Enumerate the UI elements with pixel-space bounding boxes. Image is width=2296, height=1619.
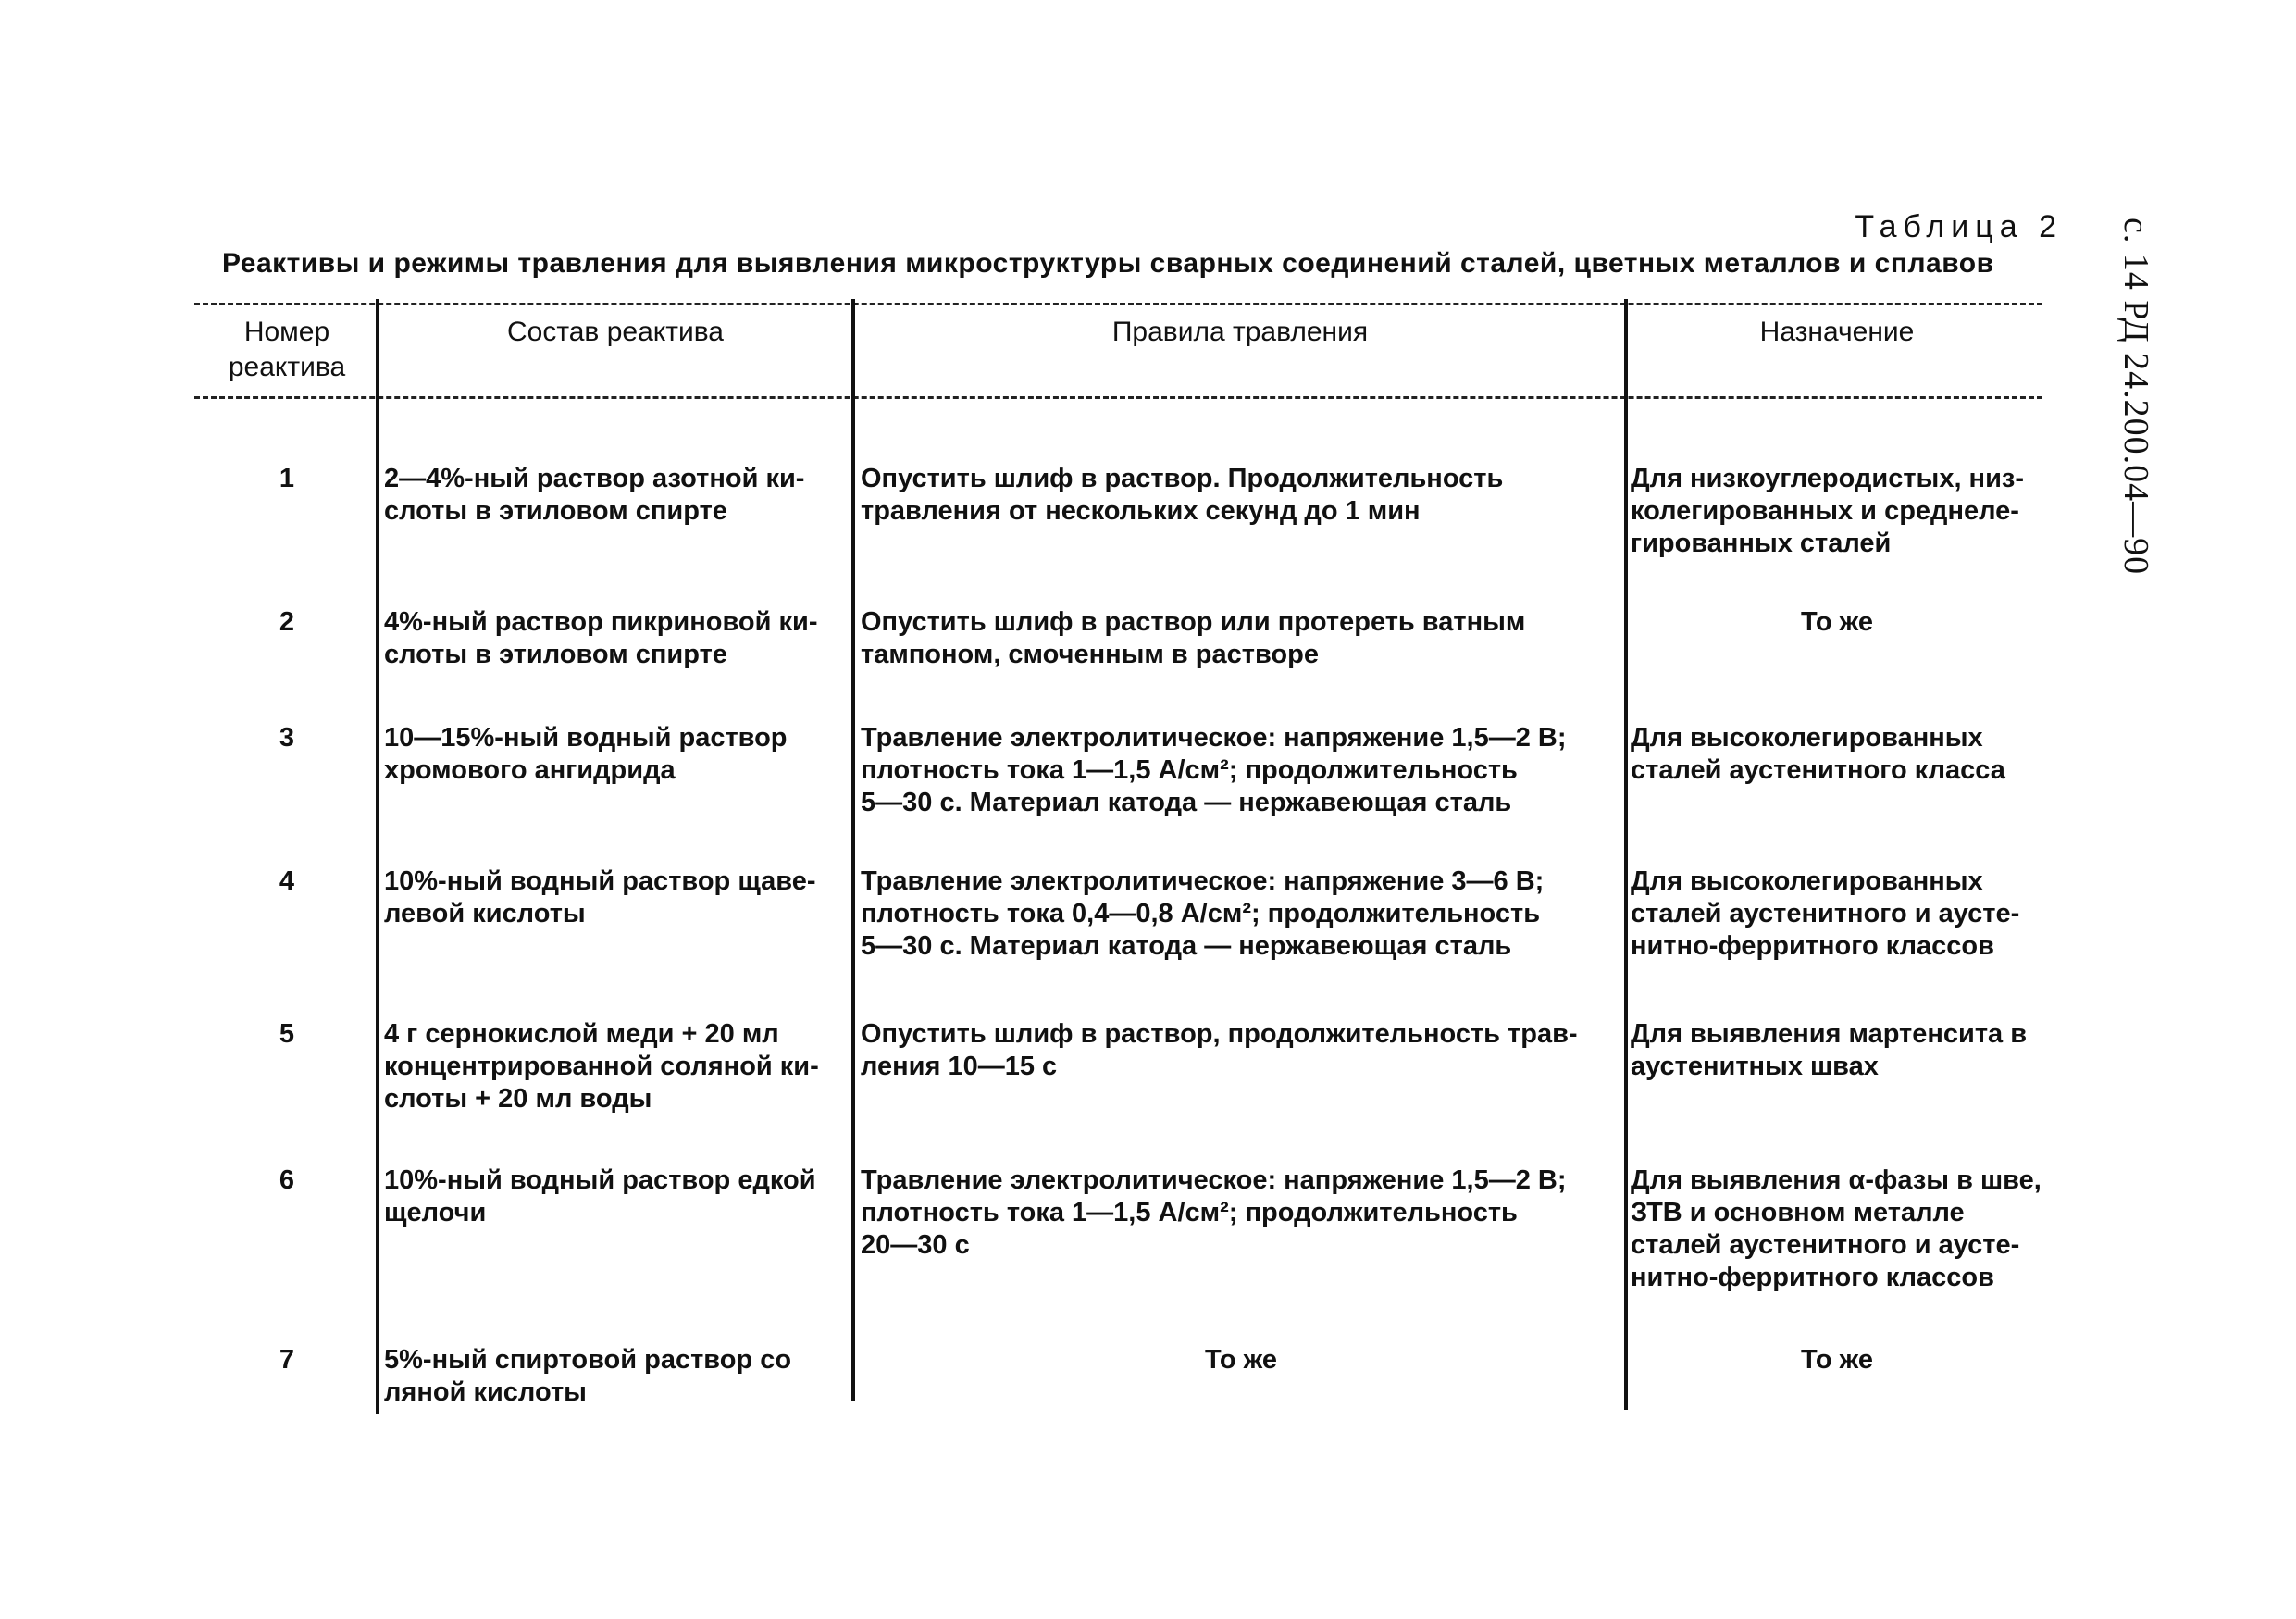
- row-rules-line: ления 10—15 с: [861, 1052, 1058, 1081]
- row-rules: [861, 722, 1621, 819]
- row-composition-line: 10—15%-ный водный раствор: [384, 723, 788, 753]
- table-label: Таблица 2: [1855, 209, 2063, 244]
- row-purpose-line: аустенитных швах: [1631, 1052, 1879, 1081]
- row-purpose-line: сталей аустенитного и аусте-: [1631, 1230, 2020, 1260]
- row-purpose: [1631, 866, 2043, 963]
- row-purpose-line: Для высоколегированных: [1631, 866, 1983, 896]
- row-rules: [861, 1018, 1621, 1083]
- header-composition: Состав реактива: [506, 317, 724, 347]
- row-rules: [861, 1344, 1621, 1376]
- row-composition-line: 10%-ный водный раствор щаве-: [384, 866, 816, 896]
- row-rules-line: 20—30 с: [861, 1230, 970, 1260]
- row-purpose-line: Для выявления α-фазы в шве,: [1631, 1165, 2042, 1195]
- row-rules-line: Опустить шлиф в раствор, продолжительность трав-: [861, 1019, 1578, 1049]
- row-rules-line: плотность тока 1—1,5 А/см²; продолжительность: [861, 755, 1518, 785]
- row-number: 7: [279, 1345, 295, 1375]
- row-composition: [384, 606, 851, 671]
- row-composition: [384, 1018, 851, 1115]
- row-rules-line: 5—30 с. Материал катода — нержавеющая сталь: [861, 788, 1512, 817]
- row-rules-line: Травление электролитическое: напряжение 1,5—2 В;: [861, 1165, 1567, 1195]
- row-rules-line: 5—30 с. Материал катода — нержавеющая сталь: [861, 931, 1512, 961]
- row-purpose-line: То же: [1801, 607, 1873, 637]
- row-rules-line: плотность тока 0,4—0,8 А/см²; продолжительность: [861, 899, 1541, 928]
- table-top-rule: [194, 303, 2042, 305]
- row-purpose: [1631, 1164, 2043, 1294]
- row-composition: [384, 463, 851, 528]
- row-rules: [861, 1164, 1621, 1262]
- row-composition-line: ляной кислоты: [384, 1377, 587, 1407]
- row-composition: [384, 1344, 851, 1409]
- row-composition-line: 2—4%-ный раствор азотной ки-: [384, 464, 805, 493]
- header-number-line2: реактива: [228, 352, 346, 382]
- row-purpose-line: гированных сталей: [1631, 529, 1892, 558]
- row-purpose-line: нитно-ферритного классов: [1631, 931, 1994, 961]
- row-composition-line: слоты в этиловом спирте: [384, 496, 727, 526]
- page-side-header: с. 14 РД 24.200.04—90: [2116, 218, 2155, 576]
- row-purpose-line: сталей аустенитного и аусте-: [1631, 899, 2020, 928]
- row-number: 2: [279, 607, 295, 637]
- row-number: 3: [279, 723, 295, 753]
- header-number: [199, 315, 375, 385]
- row-composition-line: 4%-ный раствор пикриновой ки-: [384, 607, 818, 637]
- row-number: 1: [279, 464, 295, 493]
- row-purpose-line: колегированных и среднеле-: [1631, 496, 2019, 526]
- row-composition-line: слоты в этиловом спирте: [384, 640, 727, 669]
- row-composition-line: хромового ангидрида: [384, 755, 676, 785]
- row-composition-line: концентрированной соляной ки-: [384, 1052, 819, 1081]
- row-purpose: [1631, 722, 2043, 787]
- row-purpose: [1631, 1018, 2043, 1083]
- row-composition-line: 5%-ный спиртовой раствор со: [384, 1345, 792, 1375]
- table-title: Реактивы и режимы травления для выявления микроструктуры сварных соединений сталей, цветных металлов и сплавов: [222, 248, 1994, 279]
- row-rules: [861, 866, 1621, 963]
- row-rules-line: травления от нескольких секунд до 1 мин: [861, 496, 1421, 526]
- column-divider-1: [376, 299, 379, 1414]
- row-composition-line: 4 г сернокислой меди + 20 мл: [384, 1019, 779, 1049]
- row-composition-line: 10%-ный водный раствор едкой: [384, 1165, 816, 1195]
- row-rules-line: То же: [1205, 1345, 1277, 1375]
- row-composition: [384, 1164, 851, 1229]
- row-composition-line: левой кислоты: [384, 899, 586, 928]
- row-purpose-line: сталей аустенитного класса: [1631, 755, 2005, 785]
- row-purpose-line: ЗТВ и основном металле: [1631, 1198, 1965, 1227]
- header-rules: Правила травления: [1111, 317, 1369, 347]
- header-number-line1: Номер: [243, 317, 330, 347]
- row-rules-line: Травление электролитическое: напряжение 1,5—2 В;: [861, 723, 1567, 753]
- row-number: 4: [279, 866, 295, 896]
- row-purpose: [1631, 606, 2043, 639]
- row-rules: [861, 606, 1621, 671]
- row-rules-line: Опустить шлиф в раствор или протереть ватным: [861, 607, 1526, 637]
- row-composition-line: слоты + 20 мл воды: [384, 1084, 652, 1114]
- row-purpose: [1631, 1344, 2043, 1376]
- row-number: 5: [279, 1019, 295, 1049]
- row-purpose-line: Для низкоуглеродистых, низ-: [1631, 464, 2024, 493]
- row-purpose-line: Для выявления мартенсита в: [1631, 1019, 2028, 1049]
- row-composition: [384, 866, 851, 930]
- row-composition: [384, 722, 851, 787]
- row-number: 6: [279, 1165, 295, 1195]
- row-purpose-line: Для высоколегированных: [1631, 723, 1983, 753]
- row-rules-line: плотность тока 1—1,5 А/см²; продолжительность: [861, 1198, 1518, 1227]
- row-rules-line: Опустить шлиф в раствор. Продолжительность: [861, 464, 1504, 493]
- header-purpose: Назначение: [1759, 317, 1915, 347]
- row-purpose-line: То же: [1801, 1345, 1873, 1375]
- row-rules-line: Травление электролитическое: напряжение 3—6 В;: [861, 866, 1545, 896]
- row-rules-line: тампоном, смоченным в растворе: [861, 640, 1319, 669]
- row-composition-line: щелочи: [384, 1198, 487, 1227]
- header-bottom-rule: [194, 396, 2042, 399]
- row-rules: [861, 463, 1621, 528]
- column-divider-3: [1624, 299, 1628, 1410]
- row-purpose-line: нитно-ферритного классов: [1631, 1263, 1994, 1292]
- column-divider-2: [851, 299, 855, 1401]
- row-purpose: [1631, 463, 2043, 560]
